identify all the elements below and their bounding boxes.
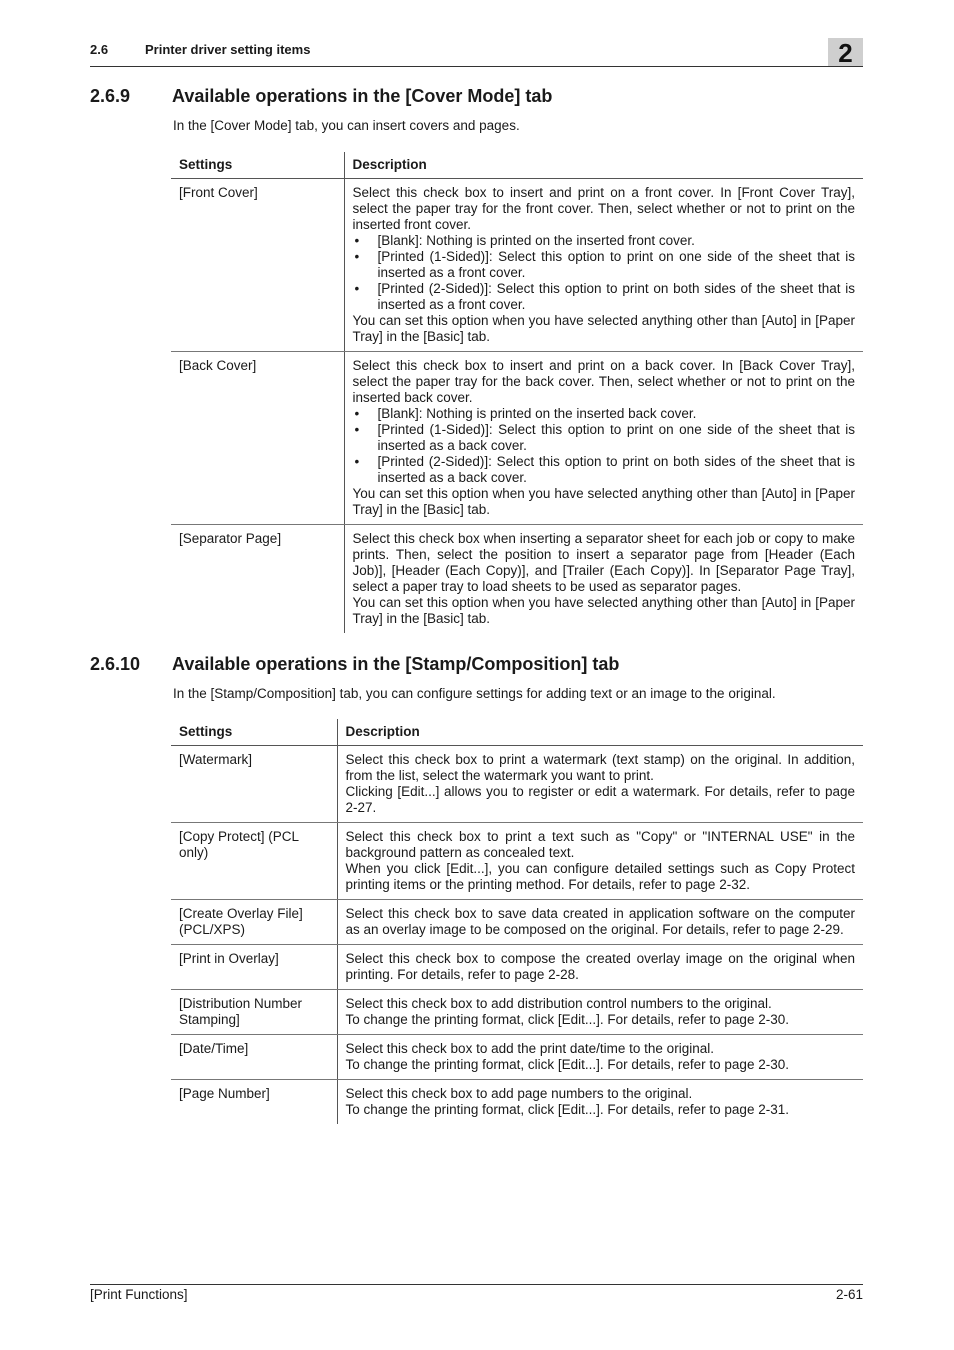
list-item-text: [Blank]: Nothing is printed on the inserted front cover. bbox=[377, 233, 695, 248]
table-row bbox=[171, 1080, 863, 1125]
footer-divider bbox=[90, 1284, 863, 1285]
section-title: Available operations in the [Cover Mode] tab bbox=[172, 86, 553, 106]
section-number: 2.6.10 bbox=[90, 654, 141, 674]
description-text: Select this check box to add page numbers to the original. bbox=[345, 1086, 693, 1101]
column-header-description: Description bbox=[344, 152, 863, 179]
setting-name: [Separator Page] bbox=[179, 531, 282, 546]
note-text: When you click [Edit...], you can configure detailed settings such as Copy Protect printing items or the printing method. For details, refer to page 2-32. bbox=[345, 861, 855, 892]
setting-name: [Copy Protect] (PCL only) bbox=[171, 823, 337, 900]
description-text: Select this check box to add the print date/time to the original. bbox=[345, 1041, 714, 1056]
setting-description bbox=[337, 945, 863, 990]
description-text: Select this check box when inserting a separator sheet for each job or copy to make prints. Then, select the position to insert a separator page from [Header (Each Job)], [Header (Each Copy)], and [Trailer (Each Copy)]. In [Separator Page Tray], select a paper tray to load sheets to be used as separator pages. bbox=[352, 531, 855, 594]
section-heading-cover-mode bbox=[90, 86, 552, 107]
description-text: Select this check box to print a watermark (text stamp) on the original. In addition, from the list, select the watermark you want to print. bbox=[345, 752, 855, 783]
setting-description bbox=[337, 746, 863, 823]
table-row bbox=[171, 746, 863, 823]
note-text: To change the printing format, click [Edit...]. For details, refer to page 2-30. bbox=[345, 1012, 789, 1027]
table-row bbox=[171, 990, 863, 1035]
setting-name: [Page Number] bbox=[179, 1086, 270, 1101]
note-text: To change the printing format, click [Edit...]. For details, refer to page 2-31. bbox=[345, 1102, 789, 1117]
list-item-text: [Printed (1-Sided)]: Select this option to print on one side of the sheet that is inserted as a front cover. bbox=[377, 249, 855, 280]
list-item-text: [Blank]: Nothing is printed on the inserted back cover. bbox=[377, 406, 697, 421]
footer-page-number: 2-61 bbox=[835, 1287, 863, 1302]
setting-name: [Front Cover] bbox=[171, 179, 344, 352]
bullet-icon: • bbox=[354, 233, 360, 248]
bullet-icon: • bbox=[354, 249, 360, 264]
section-number: 2.6.9 bbox=[90, 86, 131, 106]
setting-name: [Back Cover] bbox=[171, 352, 344, 525]
setting-description bbox=[337, 823, 863, 900]
description-text: Select this check box to save data created in application software on the computer as an overlay image to be composed on the original. For details, refer to page 2-29. bbox=[345, 906, 855, 937]
bullet-icon: • bbox=[354, 454, 360, 469]
bullet-icon: • bbox=[354, 281, 360, 296]
list-item bbox=[353, 249, 856, 281]
setting-name: [Date/Time] bbox=[171, 1035, 337, 1080]
page-header bbox=[90, 38, 863, 67]
list-item bbox=[353, 454, 856, 486]
table-row bbox=[171, 945, 863, 990]
bullet-icon: • bbox=[354, 406, 360, 421]
setting-name: [Distribution Number Stamping] bbox=[171, 990, 337, 1035]
column-header-description: Description bbox=[337, 719, 863, 746]
table-row bbox=[171, 900, 863, 945]
setting-description bbox=[337, 1035, 863, 1080]
setting-description bbox=[337, 900, 863, 945]
table-row bbox=[171, 823, 863, 900]
table-header-row bbox=[171, 719, 863, 746]
table-row bbox=[171, 179, 863, 352]
chapter-badge: 2 bbox=[828, 38, 863, 66]
table-row bbox=[171, 352, 863, 525]
note-text: Clicking [Edit...] allows you to register or edit a watermark. For details, refer to page 2-27. bbox=[345, 784, 855, 815]
table-row bbox=[171, 525, 863, 634]
list-item-text: [Printed (2-Sided)]: Select this option to print on both sides of the sheet that is inserted as a front cover. bbox=[377, 281, 855, 312]
setting-description bbox=[344, 525, 863, 634]
setting-name: [Create Overlay File] (PCL/XPS) bbox=[171, 900, 337, 945]
setting-description bbox=[337, 990, 863, 1035]
bullet-icon: • bbox=[354, 422, 360, 437]
description-text: Select this check box to insert and print on a front cover. In [Front Cover Tray], select the paper tray for the front cover. Then, select whether or not to print on the inserted front cover. bbox=[352, 185, 855, 232]
setting-name: [Watermark] bbox=[171, 746, 337, 823]
description-text: Select this check box to print a text such as "Copy" or "INTERNAL USE" in the background pattern as concealed text. bbox=[345, 829, 855, 860]
description-text: Select this check box to insert and print on a back cover. In [Back Cover Tray], select the paper tray for the back cover. Then, select whether or not to print on the inserted back cover. bbox=[352, 358, 855, 405]
note-text: You can set this option when you have selected anything other than [Auto] in [Paper Tray] in the [Basic] tab. bbox=[352, 595, 855, 626]
list-item bbox=[353, 233, 856, 249]
description-text: Select this check box to add distribution control numbers to the original. bbox=[345, 996, 772, 1011]
cover-mode-intro: In the [Cover Mode] tab, you can insert covers and pages. bbox=[173, 118, 520, 133]
cover-mode-table bbox=[171, 152, 863, 633]
table-row bbox=[171, 1035, 863, 1080]
table-header-row bbox=[171, 152, 863, 179]
section-title: Available operations in the [Stamp/Composition] tab bbox=[172, 654, 620, 674]
list-item-text: [Printed (2-Sided)]: Select this option to print on both sides of the sheet that is inserted as a back cover. bbox=[377, 454, 855, 485]
stamp-intro: In the [Stamp/Composition] tab, you can configure settings for adding text or an image to the original. bbox=[173, 686, 776, 701]
setting-description bbox=[337, 1080, 863, 1125]
header-section-title: Printer driver setting items bbox=[145, 42, 311, 57]
list-item bbox=[353, 406, 856, 422]
list-item bbox=[353, 422, 856, 454]
section-heading-stamp-composition bbox=[90, 654, 619, 675]
header-section-number: 2.6 bbox=[90, 42, 109, 57]
column-header-settings: Settings bbox=[171, 719, 337, 746]
note-text: To change the printing format, click [Edit...]. For details, refer to page 2-30. bbox=[345, 1057, 789, 1072]
column-header-settings: Settings bbox=[171, 152, 344, 179]
note-text: You can set this option when you have selected anything other than [Auto] in [Paper Tray] in the [Basic] tab. bbox=[352, 313, 855, 344]
note-text: You can set this option when you have selected anything other than [Auto] in [Paper Tray] in the [Basic] tab. bbox=[352, 486, 855, 517]
description-text: Select this check box to compose the created overlay image on the original when printing. For details, refer to page 2-28. bbox=[345, 951, 855, 982]
list-item-text: [Printed (1-Sided)]: Select this option to print on one side of the sheet that is inserted as a back cover. bbox=[377, 422, 855, 453]
setting-description bbox=[344, 352, 863, 525]
footer-manual-title: [Print Functions] bbox=[90, 1287, 188, 1302]
stamp-composition-table bbox=[171, 719, 863, 1124]
setting-description bbox=[344, 179, 863, 352]
setting-name: [Print in Overlay] bbox=[171, 945, 337, 990]
list-item bbox=[353, 281, 856, 313]
